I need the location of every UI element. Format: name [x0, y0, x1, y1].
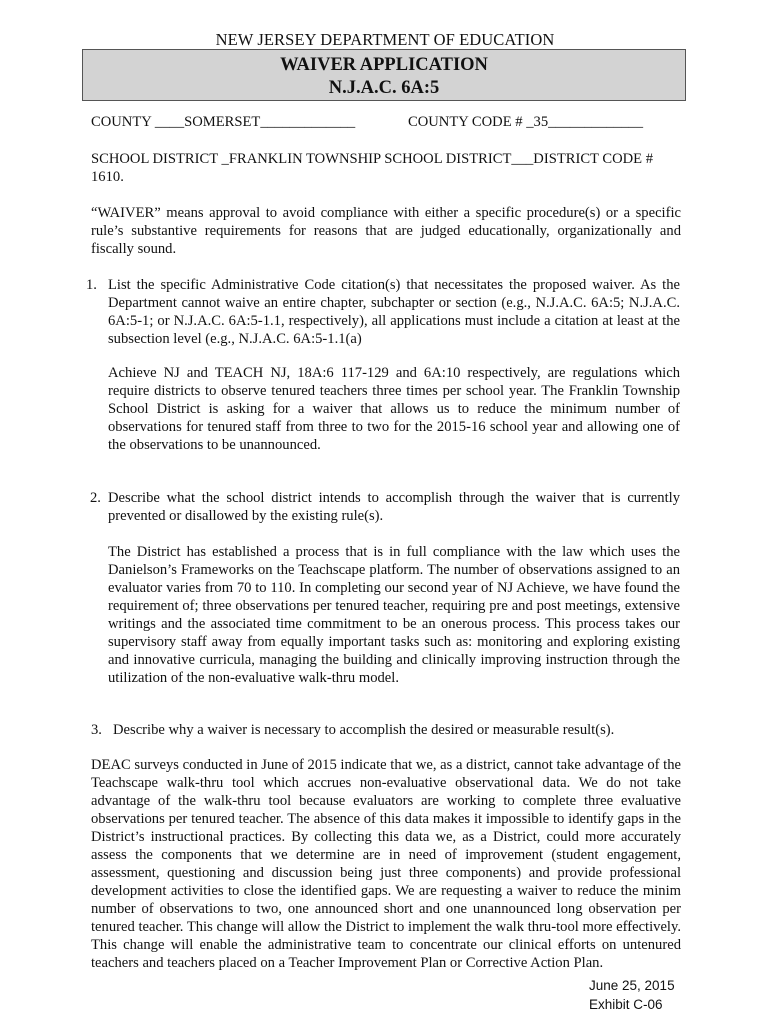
district-code: 1610. — [91, 169, 124, 185]
county-value: SOMERSET — [184, 114, 261, 130]
county-label: COUNTY — [91, 114, 152, 130]
answer-1: Achieve NJ and TEACH NJ, 18A:6 117-129 and 6A:10 respectively, are regulations which require districts to observe tenured teachers three times per school year. The Franklin Township School District is asking for a waiver that allows us to reduce the minimum number of observations for tenured staff from three to two for the 2015-16 school year and allowing one of the observations to be unannounced. — [108, 365, 680, 453]
question-number: 2. — [90, 490, 101, 506]
department-heading: NEW JERSEY DEPARTMENT OF EDUCATION — [215, 30, 555, 49]
answer-2: The District has established a process that is in full compliance with the law which uses the Danielson’s Frameworks on the Teachscape platform. The number of observations assigned to an evaluator varies from 70 to 110. In completing our second year of NJ Achieve, we have found the requirement of; three observations per tenured teacher, requiring pre and post meetings, extensive writings and the associated time commitment to be an onerous process. This process takes our supervisory staff away from equally important tasks such as: monitoring and exploring existing and innovative curricula, managing the building and clinically improving instruction through the utilization of the non-evaluative walk-thru model. — [108, 544, 680, 686]
question-prompt: List the specific Administrative Code citation(s) that necessitates the proposed waiver. As the Department cannot waive an entire chapter, subchapter or section (e.g., N.J.A.C. 6A:5; N.J.A.C. 6A:5-1; or N.J.A.C. 6A:5-1.1, respectively), all applications must include a citation at least at the subsection level (e.g., N.J.A.C. 6A:5-1.1(a) — [108, 277, 680, 347]
open-quote: “ — [91, 205, 98, 221]
answer-3: DEAC surveys conducted in June of 2015 indicate that we, as a district, cannot take advantage of the Teachscape walk-thru tool which accrues non-evaluative observational data. We do not take advantage of the walk-thru tool because evaluators are working to complete three evaluative observations per tenured teacher. The absence of this data makes it impossible to identify gaps in the District’s instructional practices. By collecting this data we, as a District, could more accurately assess the components that we determine are in need of improvement (student engagement, assessment, questioning and discussion being just three components) and provide professional development activities to close the identified gaps. We are requesting a waiver to reduce the minim number of observations to two, one announced short and one unannounced long observation per tenured teacher. This change will allow the District to implement the walk thru-tool more effectively. This change will enable the administrative team to concentrate our clinical efforts on untenured teachers and teachers placed on a Teacher Improvement Plan or Corrective Action Plan. — [91, 757, 681, 971]
footer-date: June 25, 2015 — [589, 978, 675, 993]
question-number: 1. — [86, 277, 97, 293]
question-prompt: Describe why a waiver is necessary to accomplish the desired or measurable result(s). — [113, 722, 615, 738]
question-number: 3. — [91, 722, 102, 738]
waiver-definition — [91, 204, 681, 258]
footer — [589, 976, 675, 1014]
title-line-2: N.J.A.C. 6A:5 — [328, 78, 440, 98]
title-line-1: WAIVER APPLICATION — [280, 55, 488, 75]
county-field: COUNTY ____SOMERSET_____________ — [91, 114, 356, 130]
county-code-field: COUNTY CODE # _35_____________ — [408, 114, 643, 130]
district-label: SCHOOL DISTRICT _FRANKLIN TOWNSHIP SCHOOL DISTRICT___DISTRICT CODE # — [91, 151, 654, 167]
waiver-term: WAIVER — [97, 205, 155, 221]
footer-exhibit: Exhibit C-06 — [589, 997, 663, 1012]
title-box — [82, 49, 686, 101]
district-field — [91, 150, 683, 186]
county-code-label: COUNTY CODE # _35 — [408, 114, 549, 130]
question-prompt: Describe what the school district intends to accomplish through the waiver that is currently prevented or disallowed by the existing rule(s). — [108, 490, 680, 524]
definition-text: ” means approval to avoid compliance with either a specific procedure(s) or a specific rule’s substantive requirements for reasons that are judged educationally, organizationally and fiscally sound. — [91, 205, 681, 257]
